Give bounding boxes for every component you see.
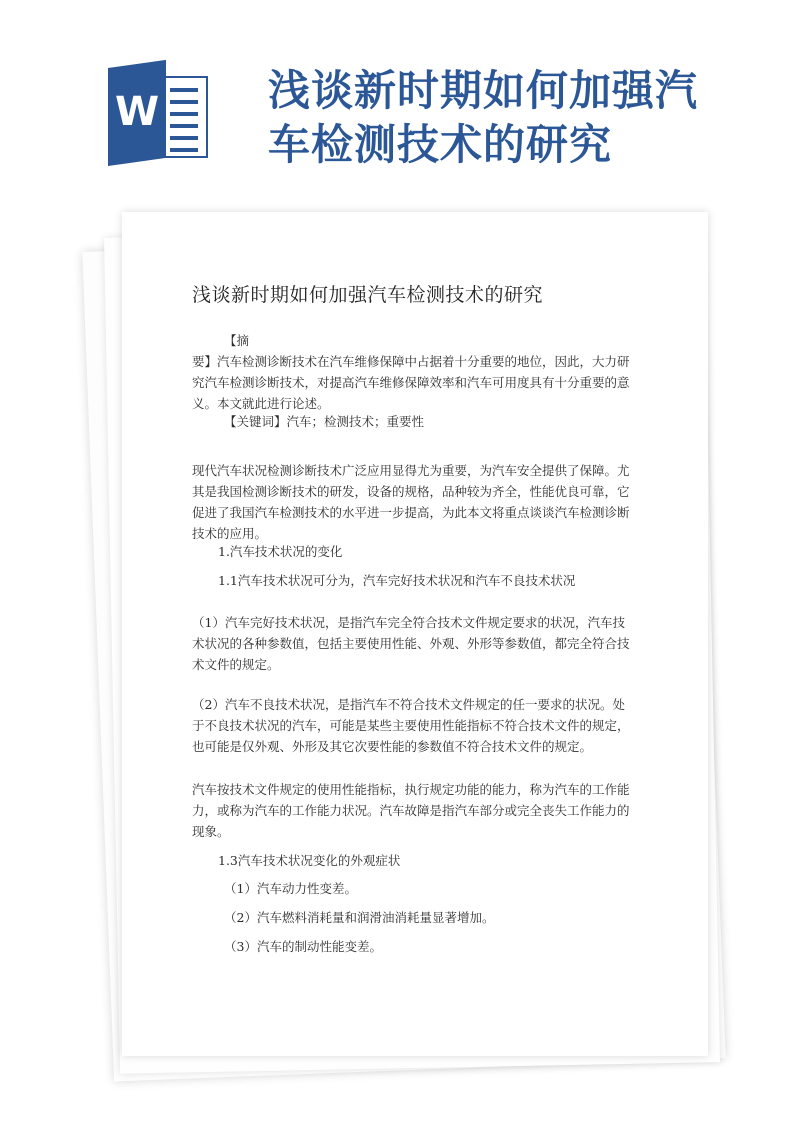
abstract-body: 要】汽车检测诊断技术在汽车维修保障中占据着十分重要的地位，因此，大力研究汽车检测诊断技术，对提高汽车维修保障效率和汽车可用度具有十分重要的意义。本文就此进行论述。	[192, 354, 630, 411]
section-heading-1-3: 1.3汽车技术状况变化的外观症状	[218, 853, 401, 868]
word-badge	[108, 60, 166, 166]
section-heading-1-1: 1.1汽车技术状况可分为，汽车完好技术状况和汽车不良技术状况	[218, 573, 576, 588]
abstract	[192, 330, 632, 414]
word-icon	[108, 68, 214, 166]
document-page	[122, 212, 708, 1056]
section-heading-1: 1.汽车技术状况的变化	[218, 544, 343, 559]
list-item: （3）汽车的制动性能变差。	[224, 939, 382, 954]
keywords: 【关键词】汽车；检测技术；重要性	[224, 414, 425, 429]
abstract-head: 【摘	[224, 333, 250, 348]
paragraph-work-capacity: 汽车按技术文件规定的使用性能指标，执行规定功能的能力，称为汽车的工作能力，或称为汽车的工作能力状况。汽车故障是指汽车部分或完全丧失工作能力的现象。	[192, 782, 630, 839]
banner-title: 浅谈新时期如何加强汽车检测技术的研究	[268, 66, 699, 169]
word-letter: W	[114, 88, 160, 135]
list-item: （1）汽车动力性变差。	[224, 881, 357, 896]
intro-paragraph: 现代汽车状况检测诊断技术广泛应用显得尤为重要，为汽车安全提供了保障。尤其是我国检测诊断技术的研发，设备的规格，品种较为齐全，性能优良可靠，它促进了我国汽车检测技术的水平进一步提高，为此本文将重点谈谈汽车检测诊断技术的应用。	[192, 463, 630, 541]
document-title: 浅谈新时期如何加强汽车检测技术的研究	[192, 284, 544, 306]
paragraph-bad-condition: （2）汽车不良技术状况，是指汽车不符合技术文件规定的任一要求的状况。处于不良技术状况的汽车，可能是某些主要使用性能指标不符合技术文件的规定，也可能是仅外观、外形及其它次要性能的参数值不符合技术文件的规定。	[192, 697, 630, 754]
list-item: （2）汽车燃料消耗量和润滑油消耗量显著增加。	[224, 910, 495, 925]
paragraph-good-condition: （1）汽车完好技术状况，是指汽车完全符合技术文件规定要求的状况，汽车技术状况的各种参数值，包括主要使用性能、外观、外形等参数值，都完全符合技术文件的规定。	[192, 615, 630, 672]
